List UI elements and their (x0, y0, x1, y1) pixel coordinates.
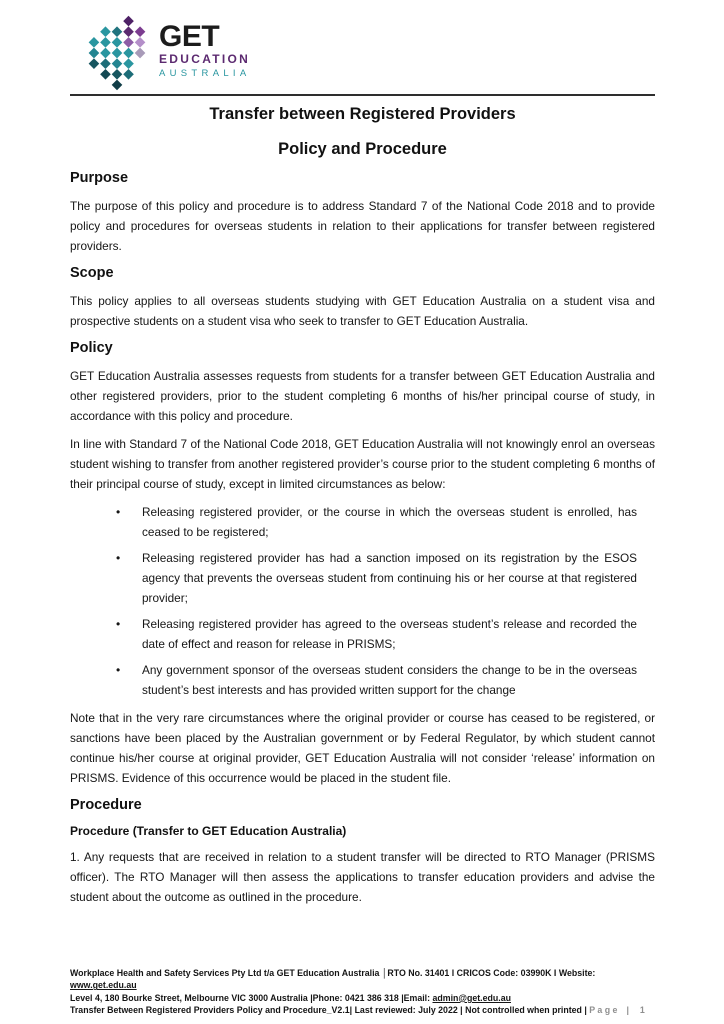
scope-paragraph: This policy applies to all overseas students studying with GET Education Australia on a student visa and prospective students on a student visa who seek to transfer to GET Education Australia. (70, 294, 655, 328)
footer-line-1-text: Workplace Health and Safety Services Pty Ltd t/a GET Education Australia │RTO No. 31401 l CRICOS Code: 03990K I Website: (70, 967, 596, 978)
header-divider (70, 94, 655, 96)
purpose-paragraph: The purpose of this policy and procedure is to address Standard 7 of the National Code 2018 and to provide policy and procedures for overseas students in relation to their applications for transfer between registered providers. (70, 199, 655, 253)
footer-email-link[interactable]: admin@get.edu.au (432, 992, 511, 1003)
bullet-item: • Any government sponsor of the overseas student considers the change to be in the overseas student’s best interests and has provided written support for the change (70, 660, 637, 700)
bullet-item: • Releasing registered provider has had a sanction imposed on its registration by the ESOS agency that prevents the overseas student from continuing his or her course at that registered provider; (70, 548, 637, 608)
footer-line-3-text: Transfer Between Registered Providers Policy and Procedure_V2.1| Last reviewed: July 2022 | Not controlled when printed | (70, 1005, 587, 1016)
heading-scope: Scope (70, 265, 114, 281)
heading-purpose: Purpose (70, 170, 129, 186)
policy-paragraph-3: Note that in the very rare circumstances where the original provider or course has ceased to be registered, or sanctions have been placed by the Australian government or by Federal Regulator, by which student cannot continue his/her course at original provider, GET Education Australia will not consider ‘release’ information on PRISMS. Evidence of this occurrence would be placed in the student file. (70, 711, 655, 785)
heading-procedure: Procedure (70, 797, 142, 813)
subheading-procedure-transfer: Procedure (Transfer to GET Education Australia) (70, 824, 347, 838)
logo-wordmark (159, 14, 251, 80)
footer-line-2-text: Level 4, 180 Bourke Street, Melbourne VIC 3000 Australia |Phone: 0421 386 318 |Email: (70, 992, 433, 1003)
page-label: P a g e (589, 1005, 618, 1016)
get-logo-icon (86, 14, 148, 92)
logo (86, 14, 655, 92)
policy-paragraph-1: GET Education Australia assesses requests from students for a transfer between GET Education Australia and other registered providers, prior to the student completing 6 months of his/her principal course of study, in accordance with this policy and procedure. (70, 369, 655, 423)
procedure-paragraph-1: 1. Any requests that are received in relation to a student transfer will be directed to RTO Manager (PRISMS officer). The RTO Manager will then assess the applications to transfer education providers and advise the student about the outcome as outlined in the procedure. (70, 850, 655, 904)
bullet-item: • Releasing registered provider has agreed to the overseas student’s release and recorded the date of effect and reason for release in PRISMS; (70, 614, 637, 654)
policy-bullet-list (70, 502, 637, 700)
brand-education: EDUCATION (159, 52, 251, 66)
footer-line-2 (70, 992, 662, 1005)
policy-paragraph-2: In line with Standard 7 of the National Code 2018, GET Education Australia will not knowingly enrol an overseas student wishing to transfer from another registered provider’s course prior to the student completing 6 months of their principal course of study, except in limited circumstances as below: (70, 437, 655, 491)
page-number: 1 (639, 1005, 645, 1016)
bullet-item: • Releasing registered provider, or the course in which the overseas student is enrolled, has ceased to be registered; (70, 502, 637, 542)
page-indicator (587, 1005, 645, 1015)
heading-policy: Policy (70, 340, 113, 356)
document-title-line2: Policy and Procedure (278, 140, 447, 158)
brand-australia: AUSTRALIA (159, 68, 251, 79)
footer-line-3 (70, 1004, 662, 1017)
brand-name: GET (159, 20, 220, 53)
document-title-line1: Transfer between Registered Providers (209, 105, 516, 123)
page-separator: | (626, 1005, 629, 1016)
footer-line-1 (70, 967, 662, 992)
page-footer (70, 967, 662, 1017)
footer-website-link[interactable]: www.get.edu.au (70, 980, 137, 991)
